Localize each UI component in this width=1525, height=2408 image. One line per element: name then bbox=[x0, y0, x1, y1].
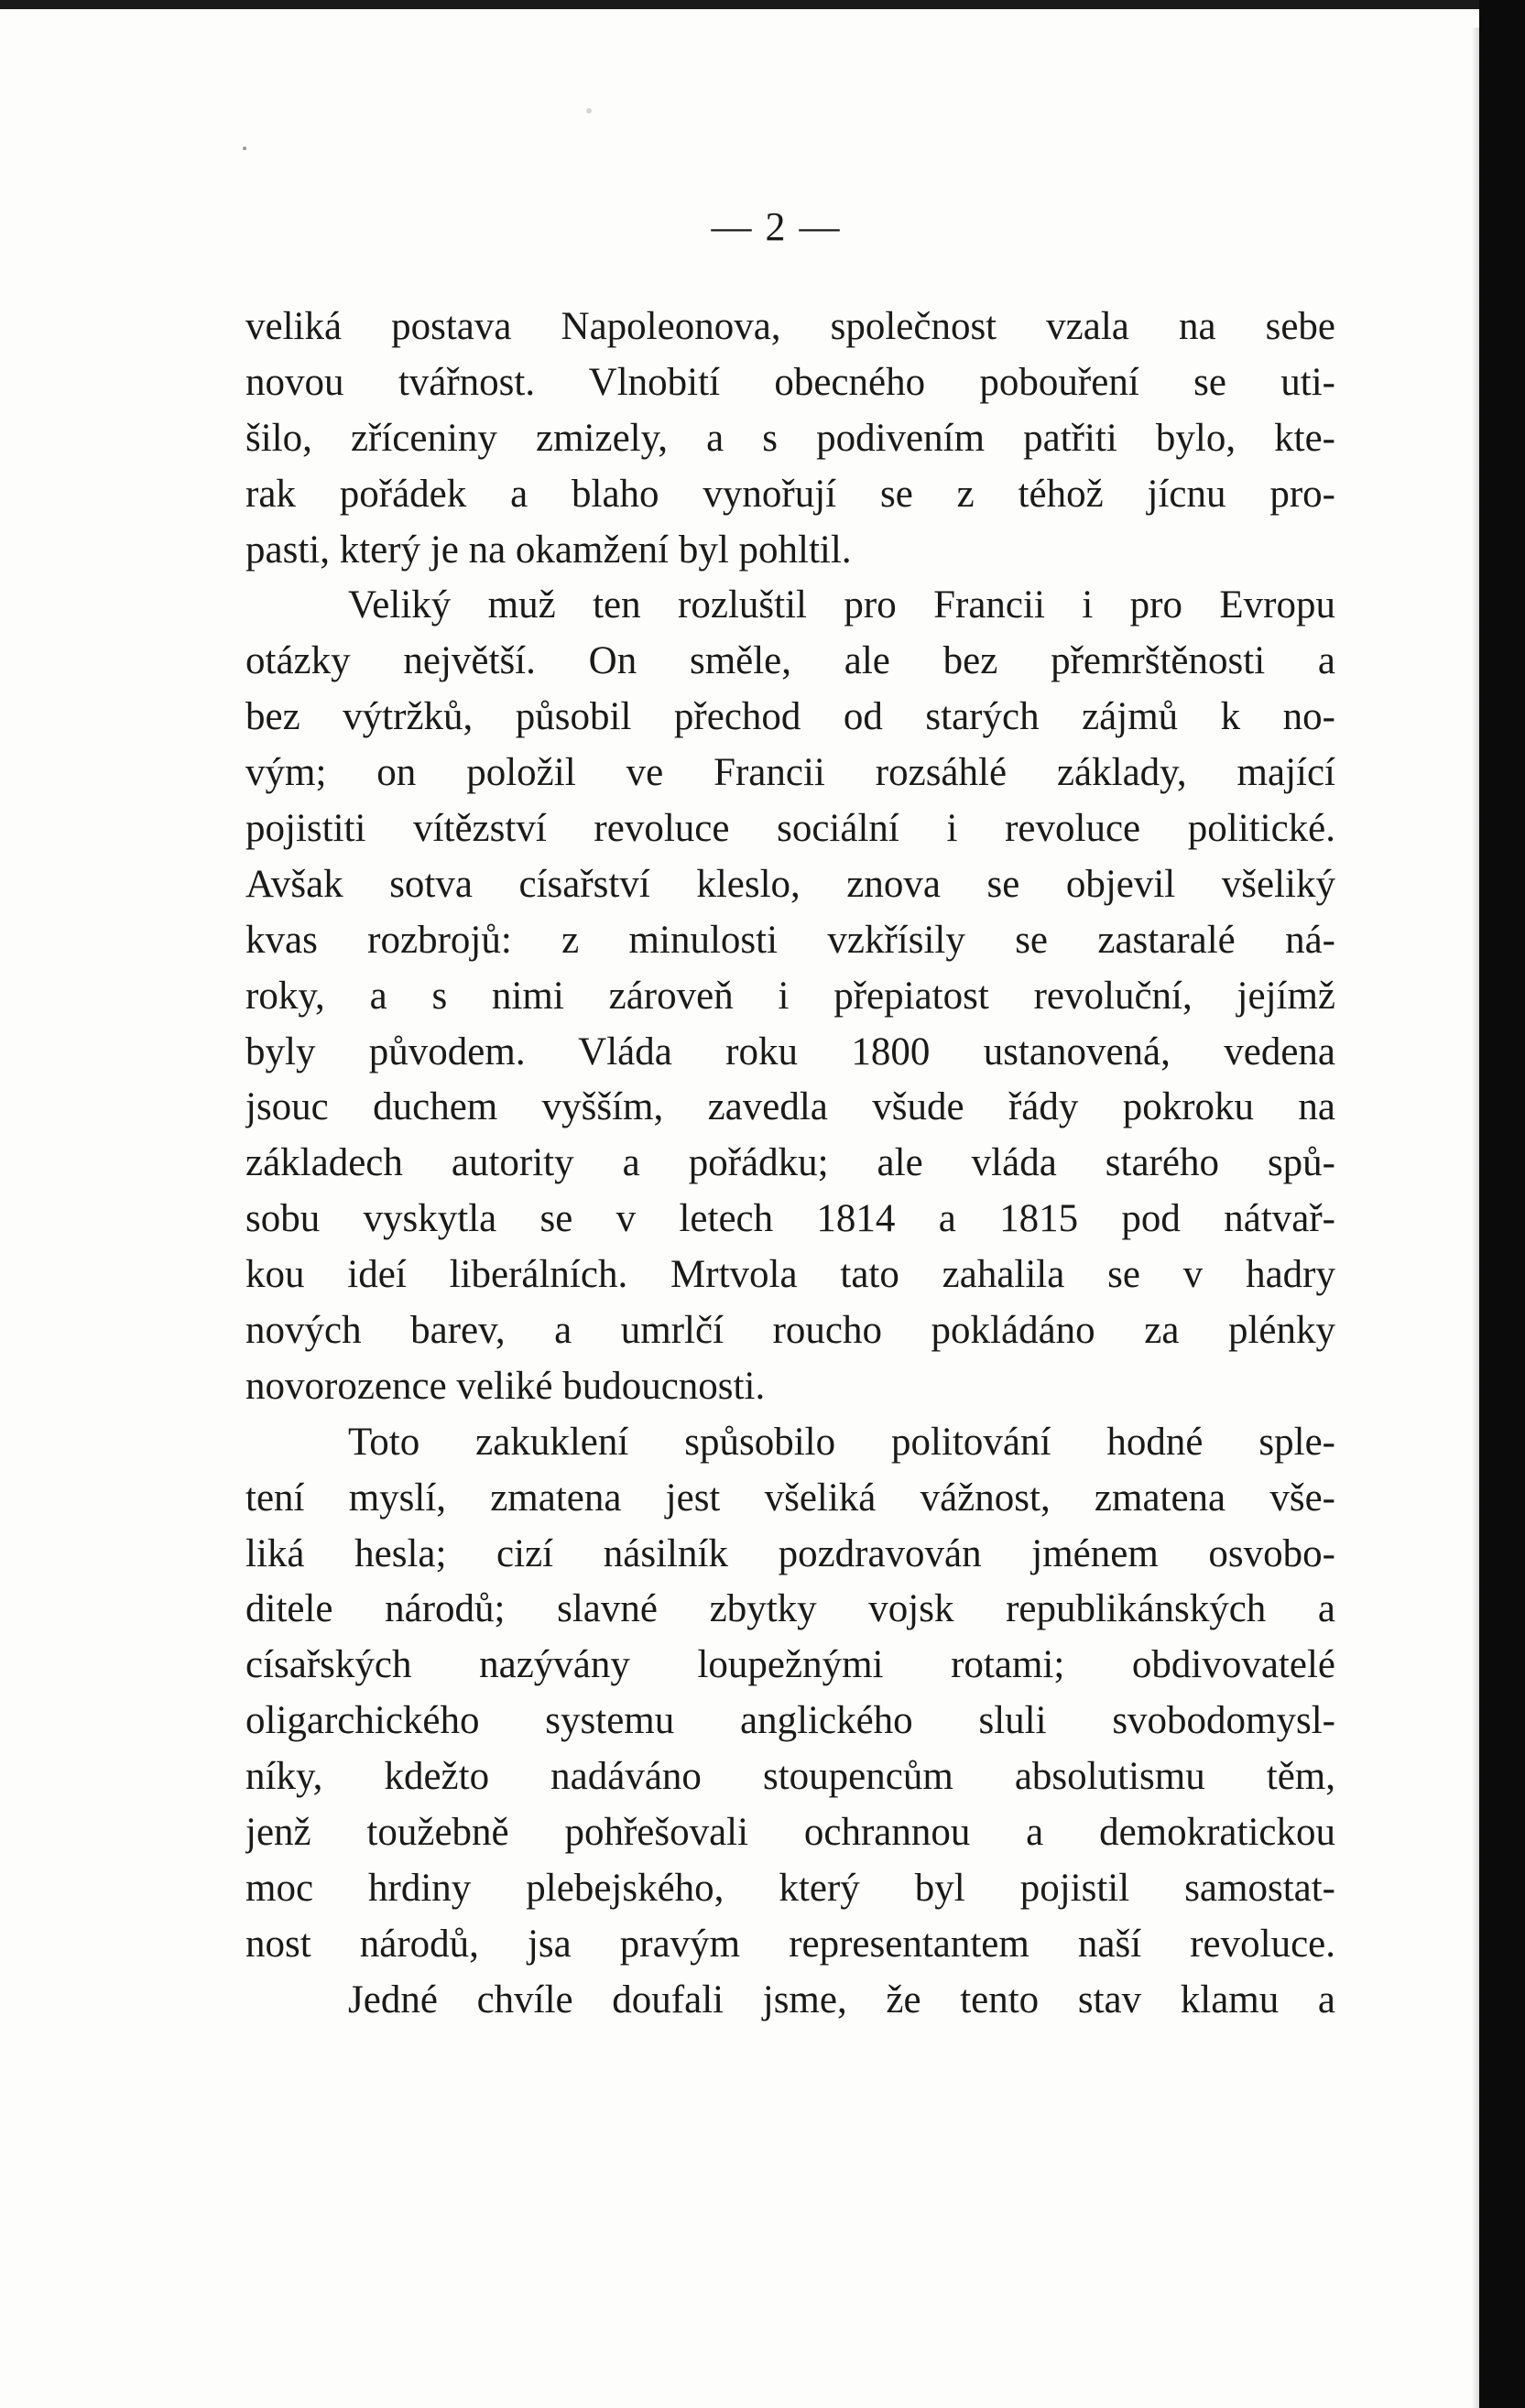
text-line: kou ideí liberálních. Mrtvola tato zahalila se v hadry bbox=[245, 1253, 1335, 1297]
text-line: pasti, který je na okamžení byl pohltil. bbox=[245, 528, 852, 572]
text-line: Jedné chvíle doufali jsme, že tento stav klamu a bbox=[348, 1978, 1335, 2021]
paper-speck bbox=[586, 108, 592, 114]
text-line: nost národů, jsa pravým representantem naší revoluce. bbox=[245, 1922, 1335, 1966]
body-text bbox=[245, 300, 1335, 2029]
paper-speck bbox=[243, 147, 246, 150]
text-line: rak pořádek a blaho vynořují se z téhož jícnu pro- bbox=[245, 472, 1335, 516]
text-line: Veliký muž ten rozluštil pro Francii i pro Evropu bbox=[348, 583, 1335, 627]
text-line: základech autority a pořádku; ale vláda starého spů- bbox=[245, 1141, 1335, 1185]
text-line: šilo, zříceniny zmizely, a s podivením patřiti bylo, kte- bbox=[245, 416, 1335, 460]
text-line: liká hesla; cizí násilník pozdravován jménem osvobo- bbox=[245, 1531, 1335, 1575]
text-line: novorozence veliké budoucnosti. bbox=[245, 1364, 766, 1408]
text-line: sobu vyskytla se v letech 1814 a 1815 pod nátvař- bbox=[245, 1197, 1335, 1241]
text-line: kvas rozbrojů: z minulosti vzkřísily se zastaralé ná- bbox=[245, 918, 1335, 962]
text-line: jsouc duchem vyšším, zavedla všude řády pokroku na bbox=[245, 1085, 1335, 1129]
scan-border bbox=[1479, 0, 1525, 2408]
text-line: císařských nazývány loupežnými rotami; obdivovatelé bbox=[245, 1643, 1335, 1687]
text-line: byly původem. Vláda roku 1800 ustanovená, vedena bbox=[245, 1030, 1335, 1073]
text-line: tení myslí, zmatena jest všeliká vážnost, zmatena vše- bbox=[245, 1476, 1335, 1520]
text-line: jenž toužebně pohřešovali ochrannou a demokratickou bbox=[245, 1811, 1335, 1855]
text-line: vým; on položil ve Francii rozsáhlé základy, mající bbox=[245, 751, 1335, 795]
top-edge-shadow bbox=[0, 0, 1479, 9]
text-line: novou tvářnost. Vlnobití obecného pobouření se uti- bbox=[245, 360, 1335, 404]
text-line: níky, kdežto nadáváno stoupencům absolutismu těm, bbox=[245, 1755, 1335, 1799]
text-line: roky, a s nimi zároveň i přepiatost revoluční, jejímž bbox=[245, 974, 1335, 1018]
text-line: otázky největší. On směle, ale bez přemrštěnosti a bbox=[245, 639, 1335, 683]
text-line: oligarchického systemu anglického sluli svobodomysl- bbox=[245, 1699, 1335, 1743]
text-line: nových barev, a umrlčí roucho pokládáno za plénky bbox=[245, 1309, 1335, 1353]
page-number: — 2 — bbox=[711, 204, 842, 249]
text-line: pojistiti vítězství revoluce sociální i revoluce politické. bbox=[245, 807, 1335, 851]
text-line: Toto zakuklení spůsobilo politování hodné sple- bbox=[348, 1420, 1335, 1464]
text-line: Avšak sotva císařství kleslo, znova se objevil všeliký bbox=[245, 862, 1335, 906]
text-line: bez výtržků, působil přechod od starých zájmů k no- bbox=[245, 695, 1335, 739]
text-line: ditele národů; slavné zbytky vojsk republikánských a bbox=[245, 1587, 1335, 1631]
text-line: moc hrdiny plebejského, který byl pojistil samostat- bbox=[245, 1866, 1335, 1910]
page-edge-shading bbox=[1472, 27, 1479, 2408]
text-line: veliká postava Napoleonova, společnost vzala na sebe bbox=[245, 305, 1335, 348]
